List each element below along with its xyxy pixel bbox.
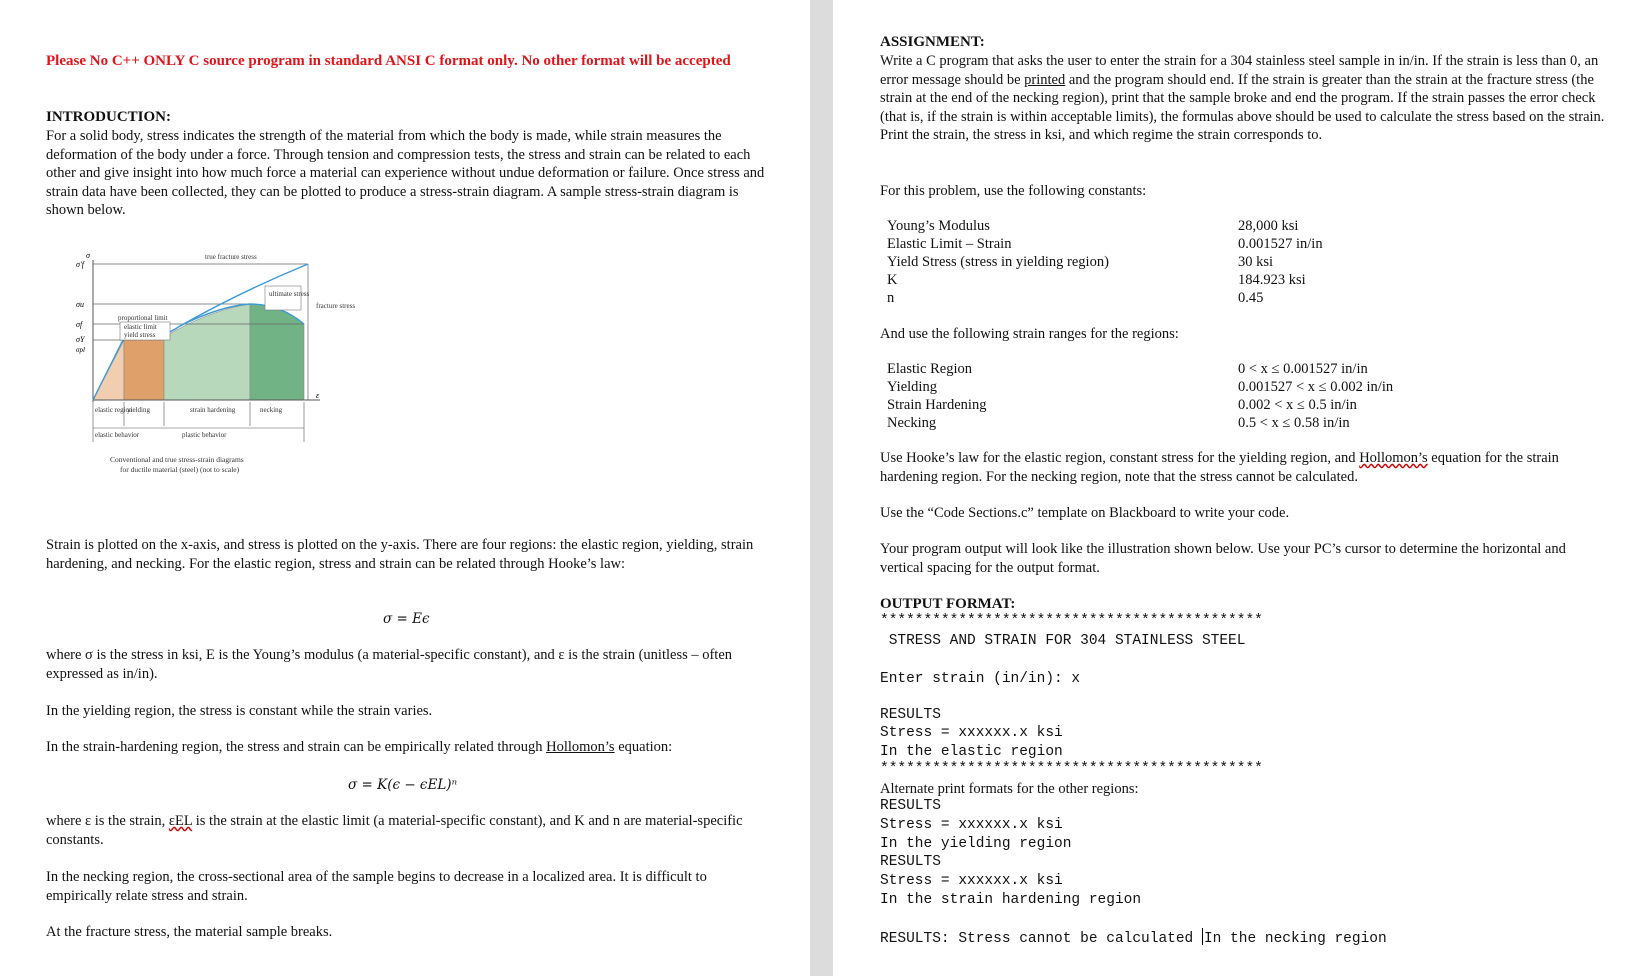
constant-value: 0.45 — [1238, 290, 1264, 306]
assignment-heading: ASSIGNMENT: — [880, 34, 985, 50]
document-page-right — [833, 0, 1647, 976]
text-cursor — [1202, 928, 1203, 945]
y-label-ultimate: σu — [76, 300, 84, 309]
page-gap — [810, 0, 833, 976]
stress-strain-diagram — [70, 252, 370, 502]
ranges-intro: And use the following strain ranges for the regions: — [880, 326, 1179, 342]
elastic-behavior-label: elastic behavior — [95, 431, 140, 439]
hooke-instructions: Use Hooke’s law for the elastic region, constant stress for the yielding region, and Hollomon’s equation for the strain hardening region. For the necking region, note that the stress cannot be calculated. — [880, 450, 1559, 485]
intro-paragraph: For a solid body, stress indicates the strength of the material from which the body is made, while strain measures the deformation of the body under a force. Through tension and compression tests, the stress and strain can be related to each other and give insight into how much force a material can experience without undue deformation or failure. Once stress and strain data have been collected, they can be plotted to produce a stress-strain diagram. A sample stress-strain diagram is shown below. — [46, 128, 765, 218]
diagram-caption-line2: for ductile material (steel) (not to scale) — [120, 465, 240, 474]
output-heading: OUTPUT FORMAT: — [880, 596, 1016, 612]
region-necking-label: necking — [260, 406, 283, 414]
output-title: STRESS AND STRAIN FOR 304 STAINLESS STEEL — [880, 633, 1246, 649]
where-strain-paragraph: where ε is the strain, εEL is the strain at the elastic limit (a material-specific constant), and K and n are material-specific constants. — [46, 813, 743, 848]
constant-value: 0.001527 in/in — [1238, 236, 1323, 252]
y-label-yield: σY — [76, 335, 85, 344]
region-elastic-label: elastic region — [95, 406, 133, 414]
constant-name: n — [887, 290, 895, 306]
alt-results-2: RESULTS — [880, 854, 941, 870]
range-value: 0 < x ≤ 0.001527 in/in — [1238, 361, 1368, 377]
output-note: Your program output will look like the illustration shown below. Use your PC’s cursor to determine the horizontal and vertical spacing for the output format. — [880, 541, 1566, 576]
fracture-stress-label: fracture stress — [316, 302, 356, 310]
constant-name: K — [887, 272, 898, 288]
range-value: 0.5 < x ≤ 0.58 in/in — [1238, 415, 1350, 431]
alt-yielding-region: In the yielding region — [880, 836, 1072, 852]
hollomon-word-right: Hollomon’s — [1359, 450, 1428, 466]
constant-value: 28,000 ksi — [1238, 218, 1299, 234]
strain-hardening-region-fill — [164, 304, 250, 400]
alt-results-1: RESULTS — [880, 798, 941, 814]
template-note: Use the “Code Sections.c” template on Blackboard to write your code. — [880, 505, 1290, 521]
stars-bottom: ******************************************** — [880, 761, 1263, 777]
alt-hardening-region: In the strain hardening region — [880, 892, 1142, 908]
proportional-limit-label: proportional limit — [118, 314, 168, 322]
range-value: 0.001527 < x ≤ 0.002 in/in — [1238, 379, 1394, 395]
constant-value: 30 ksi — [1238, 254, 1274, 270]
y-label-proportional: σpl — [76, 346, 85, 354]
output-results: RESULTS — [880, 707, 941, 723]
elastic-limit-label: elastic limit — [124, 323, 157, 331]
alternate-heading: Alternate print formats for the other regions: — [880, 781, 1139, 797]
hollomon-word: Hollomon’s — [546, 739, 615, 755]
x-axis-epsilon: ε — [316, 391, 320, 400]
hollomon-equation: σ = K(ϵ − ϵEL)ⁿ — [348, 777, 458, 793]
printed-word: printed — [1024, 71, 1066, 88]
range-name: Elastic Region — [887, 361, 972, 377]
yielding-paragraph: In the yielding region, the stress is constant while the strain varies. — [46, 703, 433, 719]
y-axis-sigma: σ — [86, 252, 90, 260]
range-value: 0.002 < x ≤ 0.5 in/in — [1238, 397, 1357, 413]
ultimate-stress-label: ultimate stress — [269, 290, 310, 298]
y-label-fracture: σf — [76, 320, 83, 329]
necking-output-line: RESULTS: Stress cannot be calculated In the necking region — [880, 928, 1387, 949]
plastic-behavior-label: plastic behavior — [182, 431, 227, 439]
range-name: Yielding — [887, 379, 937, 395]
hardening-paragraph: In the strain-hardening region, the stress and strain can be empirically related through Hollomon’s equation: — [46, 739, 673, 755]
yield-stress-label: yield stress — [124, 331, 156, 339]
constant-name: Elastic Limit – Strain — [887, 236, 1012, 252]
necking-paragraph: In the necking region, the cross-sectional area of the sample begins to decrease in a localized area. It is difficult to empirically relate stress and strain. — [46, 869, 707, 904]
alt-stress-1: Stress = xxxxxx.x ksi — [880, 817, 1063, 833]
stars-top: ******************************************** — [880, 613, 1263, 629]
constant-name: Yield Stress (stress in yielding region) — [887, 254, 1109, 270]
region-yielding-label: yielding — [127, 406, 150, 414]
fracture-paragraph: At the fracture stress, the material sample breaks. — [46, 924, 333, 940]
hooke-equation: σ = Eϵ — [383, 611, 430, 627]
diagram-caption-line1: Conventional and true stress-strain diagrams — [110, 455, 244, 464]
warning-text: Please No C++ ONLY C source program in standard ANSI C format only. No other format will be accepted — [46, 53, 731, 69]
region-hardening-label: strain hardening — [190, 406, 236, 414]
intro-heading: INTRODUCTION: — [46, 109, 172, 125]
constant-value: 184.923 ksi — [1238, 272, 1306, 288]
yielding-region-fill — [124, 340, 164, 400]
constant-name: Young’s Modulus — [887, 218, 990, 234]
output-elastic-region: In the elastic region — [880, 744, 1063, 760]
range-name: Strain Hardening — [887, 397, 987, 413]
eel-term: εEL — [168, 813, 193, 829]
constants-intro: For this problem, use the following constants: — [880, 183, 1147, 199]
output-prompt: Enter strain (in/in): x — [880, 671, 1081, 687]
alt-stress-2: Stress = xxxxxx.x ksi — [880, 873, 1063, 889]
document-page-left — [0, 0, 810, 976]
assignment-paragraph: Write a C program that asks the user to enter the strain for a 304 stainless steel sample in in/in. If the strain is less than 0, an error message should be printed and the program should end. If the strain is greater than the strain at the fracture stress (the strain at the end of the necking region), print that the sample broke and end the program. If the strain passes the error check (that is, if the strain is within acceptable limits), the formulas above should be used to calculate the stress based on the strain. Print the strain, the stress in ksi, and which regime the strain corresponds to. — [880, 53, 1605, 143]
output-stress: Stress = xxxxxx.x ksi — [880, 725, 1063, 741]
true-fracture-stress-label: true fracture stress — [205, 253, 257, 261]
y-label-true-fracture: σ′f — [76, 260, 84, 269]
strain-paragraph: Strain is plotted on the x-axis, and stress is plotted on the y-axis. There are four regions: the elastic region, yielding, strain hardening, and necking. For the elastic region, stress and strain can be related through Hooke’s law: — [46, 537, 754, 572]
range-name: Necking — [887, 415, 937, 431]
where-sigma-paragraph: where σ is the stress in ksi, E is the Young’s modulus (a material-specific constant), and ε is the strain (unitless – often expressed as in/in). — [46, 647, 733, 682]
